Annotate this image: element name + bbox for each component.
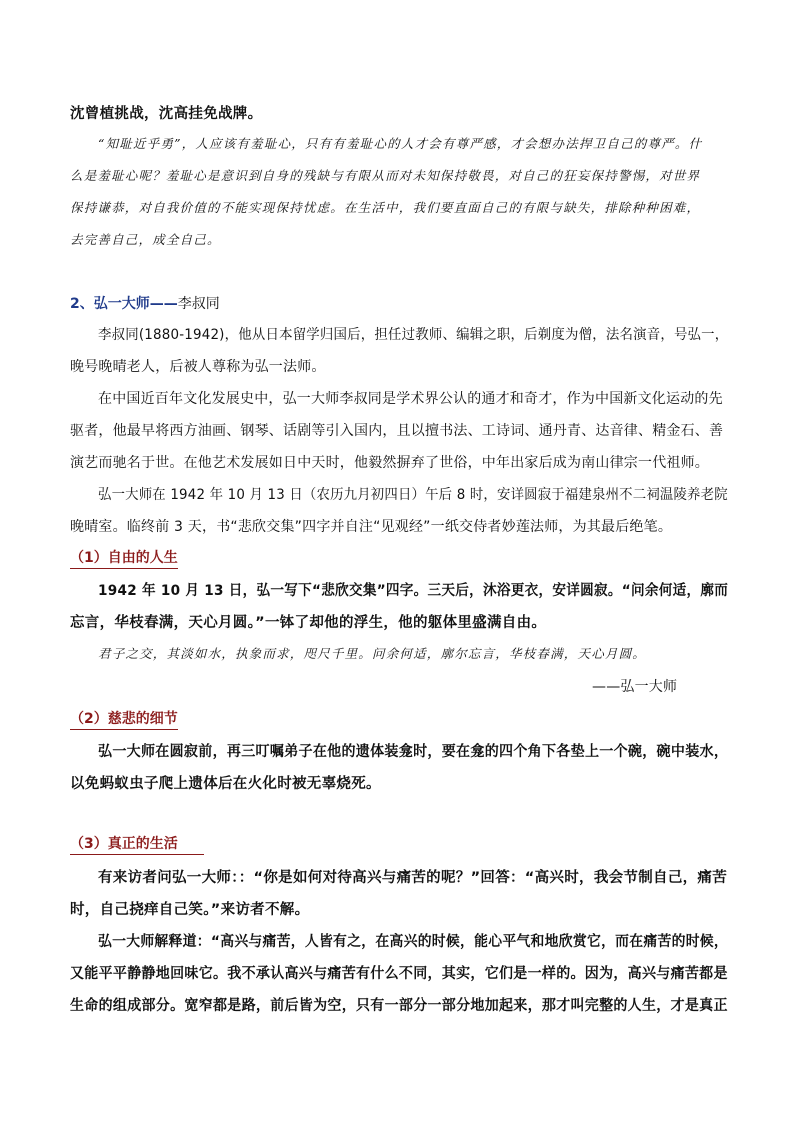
shame-paragraph-line: 保持谦恭，对自我价值的不能实现保持忧虑。在生活中，我们要直面自己的有限与缺失，排除种种困难， <box>70 200 701 215</box>
intro-line: 沈曾植挑战，沈高挂免战牌。 <box>70 106 263 122</box>
subsection-title: （1）自由的人生 <box>70 547 178 569</box>
body-line: 又能平平静静地回味它。我不承认高兴与痛苦有什么不同，其实，它们是一样的。因为，高兴与痛苦都是 <box>70 966 728 982</box>
section-heading <box>70 293 220 313</box>
body-line: 在中国近百年文化发展史中，弘一大师李叔同是学术界公认的通才和奇才，作为中国新文化运动的先 <box>98 391 723 407</box>
body-line: 忘言，华枝春满，天心月圆。”一钵了却他的浮生，他的躯体里盛满自由。 <box>70 615 547 631</box>
shame-paragraph-line: 去完善自己，成全自己。 <box>70 232 221 247</box>
body-line: 以免蚂蚁虫子爬上遗体后在火化时被无辜烧死。 <box>70 776 381 792</box>
body-line: 晚晴室。临终前 3 天，书“悲欣交集”四字并自注“见观经”一纸交侍者妙莲法师，为其最后绝笔。 <box>70 519 673 535</box>
subsection-heading <box>70 833 204 855</box>
shame-paragraph-line: 么是羞耻心呢？羞耻心是意识到自身的残缺与有限从而对未知保持敬畏，对自己的狂妄保持警惕，对世界 <box>70 168 701 183</box>
body-line: 有来访者问弘一大师：：“你是如何对待高兴与痛苦的呢？”回答：“高兴时，我会节制自己，痛苦 <box>98 870 728 886</box>
body-line: 弘一大师在 1942 年 10 月 13 日（农历九月初四日）午后 8 时，安详圆寂于福建泉州不二祠温陵养老院 <box>98 487 728 503</box>
subsection-heading <box>70 708 178 730</box>
subsection-title: （2）慈悲的细节 <box>70 708 178 730</box>
shame-paragraph-line: “知耻近乎勇”，人应该有羞耻心，只有有羞耻心的人才会有尊严感，才会想办法捍卫自己的尊严。什 <box>98 136 703 151</box>
section-name: 李叔同 <box>177 296 220 312</box>
subsection-title: （3）真正的生活 <box>70 833 204 855</box>
bio-line: 晚号晚晴老人，后被人尊称为弘一法师。 <box>70 359 326 375</box>
section-number: 2、弘一大师—— <box>70 296 178 312</box>
body-line: 生命的组成部分。宽窄都是路，前后皆为空，只有一部分一部分地加起来，那才叫完整的人生，才是真正 <box>70 998 728 1014</box>
quote-line: 君子之交，其淡如水，执象而求，咫尺千里。问余何适，廓尔忘言，华枝春满，天心月圆。 <box>98 646 647 661</box>
bio-line: 李叔同(1880-1942)，他从日本留学归国后，担任过教师、编辑之职，后剃度为僧，法名演音，号弘一， <box>98 327 729 343</box>
body-line: 弘一大师解释道：“高兴与痛苦，人皆有之，在高兴的时候，能心平气和地欣赏它，而在痛苦的时候， <box>98 934 729 950</box>
subsection-heading <box>70 547 178 569</box>
body-line: 1942 年 10 月 13 日，弘一写下“悲欣交集”四字。三天后，沐浴更衣，安详圆寂。“问余何适，廓而 <box>98 583 729 599</box>
body-line: 弘一大师在圆寂前，再三叮嘱弟子在他的遗体装龛时，要在龛的四个角下各垫上一个碗，碗中装水， <box>98 744 729 760</box>
quote-attribution: ——弘一大师 <box>592 679 678 695</box>
body-line: 时，自己挠痒自己笑。”来访者不解。 <box>70 902 310 918</box>
body-line: 演艺而驰名于世。在他艺术发展如日中天时，他毅然摒弃了世俗，中年出家后成为南山律宗一代祖师。 <box>70 455 709 471</box>
body-line: 驱者，他最早将西方油画、钢琴、话剧等引入国内，且以擅书法、工诗词、通丹青、达音律、精金石、善 <box>70 423 724 439</box>
